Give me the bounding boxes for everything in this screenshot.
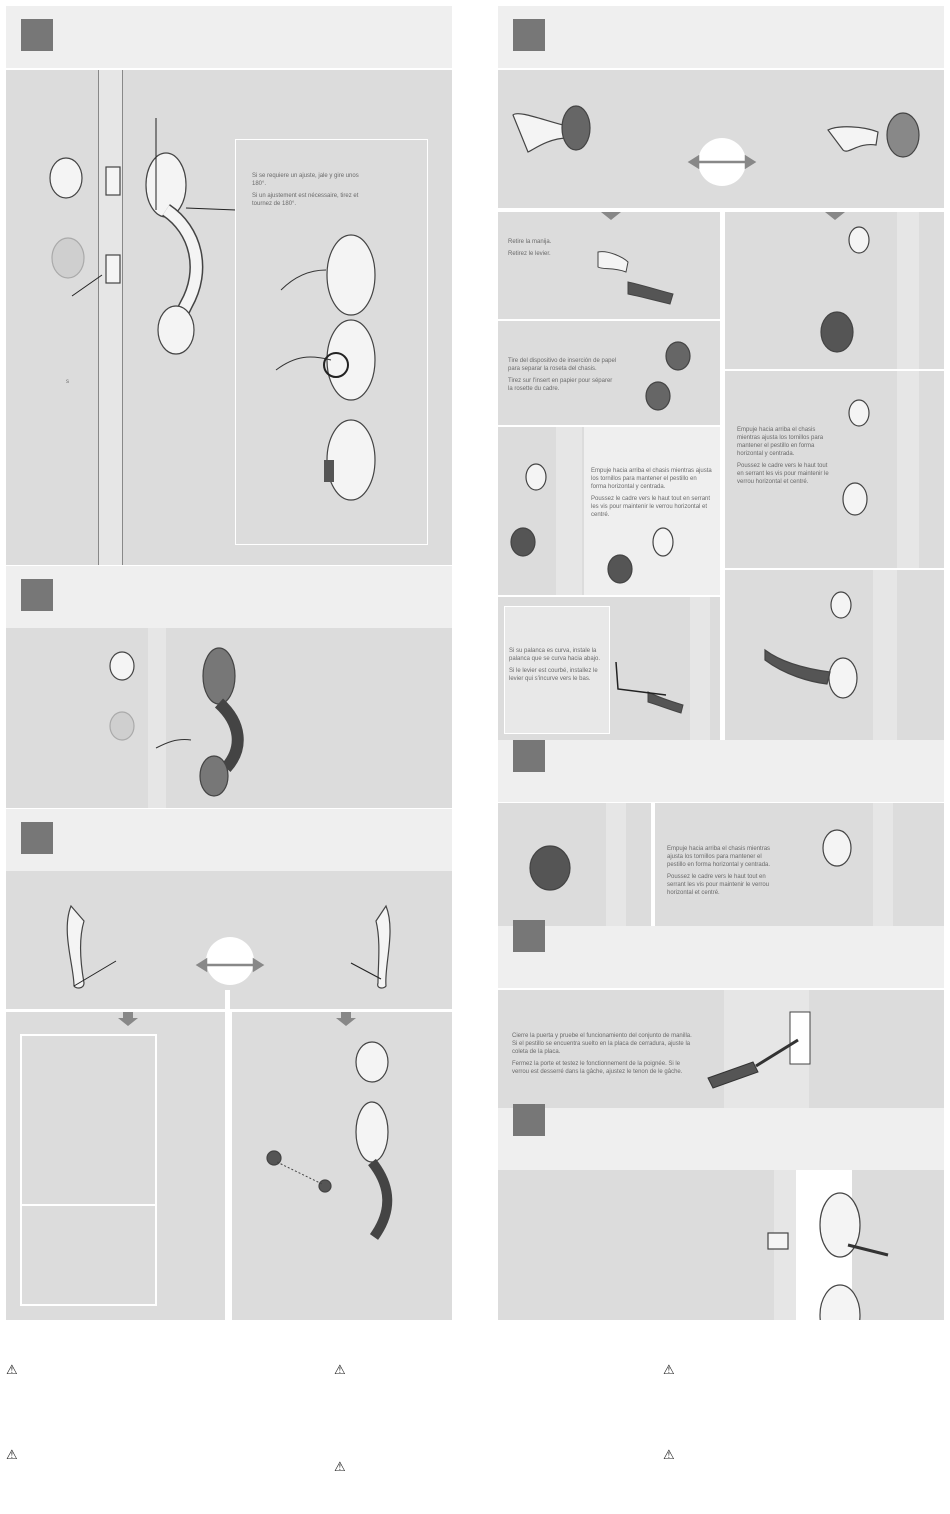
step3-right-panel — [232, 1012, 452, 1320]
push-chassis-panel — [498, 427, 720, 595]
warning-icon: ⚠ — [334, 1362, 346, 1377]
push2-note: Empuje hacia arriba el chasis mientras ajusta los tornillos para mantener el pestillo en forma horizontal y centrada. Poussez le cadre vers le haut tout en serrant les vis pour maintenir le verrou horizontal et centré. — [737, 427, 829, 485]
strike-panel — [498, 990, 944, 1108]
step3-top-panel — [6, 871, 452, 1009]
step2-number-box — [21, 579, 53, 611]
screwdriver-icon — [498, 990, 944, 1108]
knob-install-illustration — [655, 803, 944, 926]
step-r2-header — [498, 740, 944, 802]
key-icon — [498, 1170, 944, 1320]
step-r3-header — [498, 926, 944, 988]
remove-lever-panel — [498, 212, 720, 319]
adjust-illustration — [236, 140, 427, 544]
step3-divider — [225, 990, 230, 1320]
knob-panel-left — [498, 803, 651, 926]
knob-panel-right — [655, 803, 944, 926]
lever-assembly-illustration — [725, 212, 944, 369]
step-r2-number-box — [513, 740, 545, 772]
curve-note: Si su palanca es curva, instale la palanca que se curva hacia abajo. Si le levier est courbé, installez le levier qui s'incurve vers le bas. — [509, 648, 601, 682]
step2-panel — [6, 628, 452, 808]
chassis-illustration — [498, 427, 720, 595]
rosette-illustration — [498, 321, 720, 425]
step-r1-top-panel — [498, 70, 944, 208]
lever-final-illustration — [725, 570, 944, 740]
step-r1-header — [498, 6, 944, 68]
down-arrow-icon — [232, 1012, 452, 1320]
step1-panel — [6, 70, 452, 565]
install-handleset-illustration — [6, 628, 452, 808]
warning-icon: ⚠ — [6, 1362, 18, 1377]
warning-icon: ⚠ — [663, 1447, 675, 1462]
thumb-inset — [20, 1034, 157, 1306]
step1-number-box — [21, 19, 53, 51]
adjust-note: Si se requiere un ajuste, jale y gire unos 180°. Si un ajustement est nécessaire, tirez et tournez de 180°. — [252, 173, 359, 207]
push-chassis-panel-2 — [725, 371, 944, 568]
step-r3-number-box — [513, 920, 545, 952]
remove-note: Retire la manija. Retirez le levier. — [508, 239, 552, 257]
adjust-callout — [235, 139, 428, 545]
warning-icon: ⚠ — [6, 1447, 18, 1462]
close-note: Cierre la puerta y pruebe el funcionamiento del conjunto de manilla. Si el pestillo se encuentra suelto en la placa de cerradura, ajuste la coleta de la placa. Fermez la porte et testez le fonctionnement de la poignée. Si le verrou est desserré dans la gâche, ajustez le tenon de le gâche. — [512, 1033, 692, 1075]
step-r4-header — [498, 1108, 944, 1170]
step-r1-number-box — [513, 19, 545, 51]
step1-header — [6, 6, 452, 68]
chassis-illustration-2 — [725, 371, 944, 568]
warning-icon: ⚠ — [334, 1459, 346, 1474]
step3-number-box — [21, 822, 53, 854]
lever-illustration — [498, 70, 944, 208]
inset-divider — [22, 1204, 155, 1206]
lever-final-panel — [725, 570, 944, 740]
knob-illustration — [498, 803, 651, 926]
step3-left-panel — [6, 1012, 225, 1320]
push3-note: Empuje hacia arriba el chasis mientras ajusta los tornillos para mantener el pestillo en forma horizontal y centrada. Poussez le cadre vers le haut tout en serrant les vis pour maintenir le verrou horizontal et centré. — [667, 846, 771, 896]
step-r4-number-box — [513, 1104, 545, 1136]
small-mark: s — [66, 379, 69, 385]
step2-header — [6, 566, 452, 628]
curved-lever-panel — [498, 597, 720, 740]
paper-insert-panel — [498, 321, 720, 425]
paper-note: Tire del dispositivo de inserción de papel para separar la roseta del chasis. Tirez sur l'insert en papier pour séparer la rosette du cadre. — [508, 358, 617, 392]
deadbolt-panel — [498, 1170, 944, 1320]
thumb-latch-illustration — [6, 871, 452, 1009]
step3-header — [6, 809, 452, 871]
remove-lever-illustration — [498, 212, 720, 319]
lever-right-panel-1 — [725, 212, 944, 369]
warning-icon: ⚠ — [663, 1362, 675, 1377]
push-note: Empuje hacia arriba el chasis mientras ajusta los tornillos para mantener el pestillo en forma horizontal y centrada. Poussez le cadre vers le haut tout en serrant les vis pour maintenir le verrou horizontal et centré. — [591, 468, 712, 518]
lever-install-illustration — [498, 597, 720, 740]
